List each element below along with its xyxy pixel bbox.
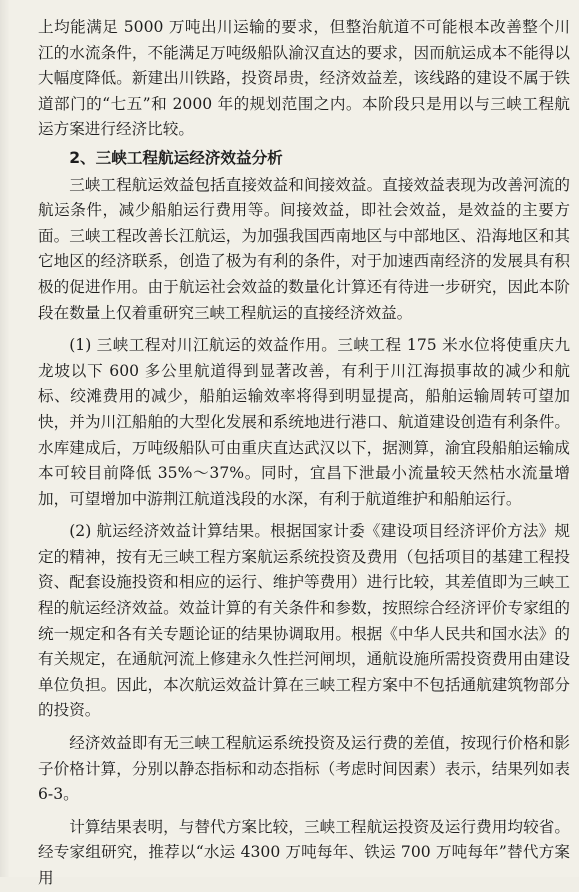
paragraph-economic-benefit: 经济效益即有无三峡工程航运系统投资及运行费的差值，按现行价格和影子价格计算，分别以静态指标和动态指标（考虑时间因素）表示，结果列如表 6-3。 bbox=[38, 734, 570, 804]
paragraph-item-2: (2) 航运经济效益计算结果。根据国家计委《建设项目经济评价方法》规定的精神，按有无三峡工程方案航运系统投资及费用（包括项目的基建工程投资、配套设施投资和相应的运行、维护等费用）进行比较，其差值即为三峡工程的航运经济效益。效益计算的有关条件和参数，按照综合经济评价专家组的统一规定和各有关专题论证的结果协调取用。根据《中华人民共和国水法》的有关规定，在通航河流上修建永久性拦河闸坝，通航设施所需投资费用由建设单位负担。因此，本次航运效益计算在三峡工程方案中不包括通航建筑物部分的投资。 bbox=[38, 522, 570, 720]
paragraph-benefit-overview: 三峡工程航运效益包括直接效益和间接效益。直接效益表现为改善河流的航运条件，减少船舶运行费用等。间接效益，即社会效益，是效益的主要方面。三峡工程改善长江航运，为加强我国西南地区与中部地区、沿海地区和其它地区的经济联系，创造了极为有利的条件，对于加速西南经济的发展具有积极的促进作用。由于航运社会效益的数量化计算还有待进一步研究，因此本阶段在数量上仅着重研究三峡工程航运的直接经济效益。 bbox=[38, 175, 570, 322]
continued-paragraph: 上均能满足 5000 万吨出川运输的要求，但整治航道不可能根本改善整个川江的水流条件，不能满足万吨级船队渝汉直达的要求，因而航运成本不能得以大幅度降低。新建出川铁路，投资昂贵，经济效益差，该线路的建设不属于铁道部门的“七五”和 2000 年的规划范围之内。本阶段只是用以与三峡工程航运方案进行经济比较。 bbox=[38, 18, 570, 139]
scan-edge-shadow bbox=[0, 0, 10, 877]
paragraph-results: 计算结果表明，与替代方案比较，三峡工程航运投资及运行费用均较省。经专家组研究，推荐以“水运 4300 万吨每年、铁运 700 万吨每年”替代方案用 bbox=[38, 817, 570, 887]
page-content bbox=[38, 15, 570, 892]
paragraph-item-1: (1) 三峡工程对川江航运的效益作用。三峡工程 175 米水位将使重庆九龙坡以下 600 多公里航道得到显著改善，有利于川江海损事故的减少和航标、绞滩费用的减少，船舶运输效率将得到明显提高，船舶运输周转可望加快，并为川江船舶的大型化发展和系统地进行港口、航道建设创造有利条件。水库建成后，万吨级船队可由重庆直达武汉以下，据测算，渝宜段船舶运输成本可较目前降低 35%～37%。同时，宜昌下泄最小流量较天然枯水流量增加，可望增加中游荆江航道浅段的水深，有利于航道维护和船舶运行。 bbox=[38, 336, 570, 508]
section-heading: 2、三峡工程航运经济效益分析 bbox=[69, 148, 283, 167]
